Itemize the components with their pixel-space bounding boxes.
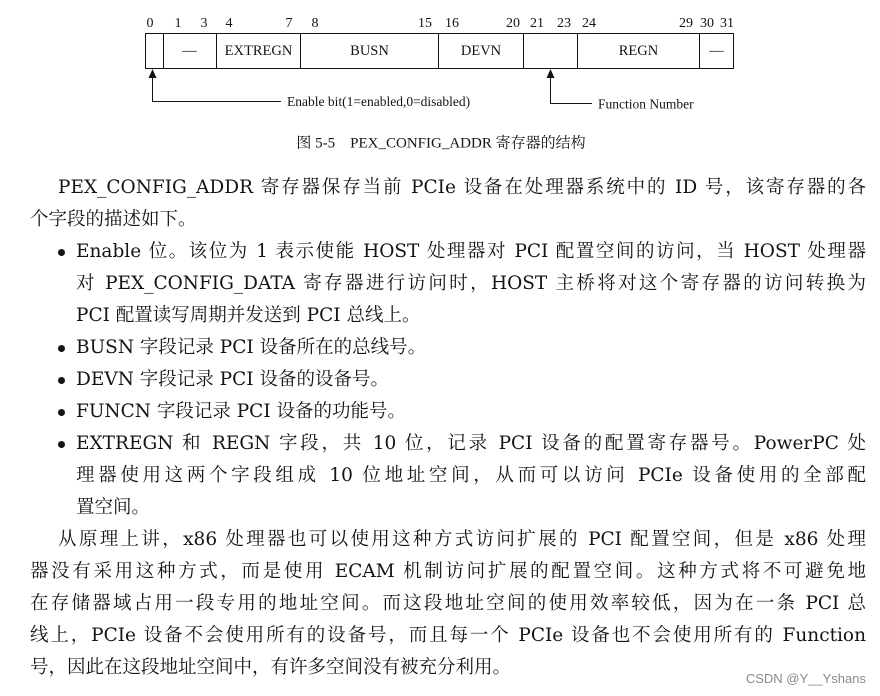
function-arrow-head-icon	[547, 69, 555, 78]
bullet-line: DEVN 字段记录 PCI 设备的设备号。	[76, 369, 389, 390]
enable-note: Enable bit(1=enabled,0=disabled)	[287, 94, 471, 109]
bit-number-3: 3	[200, 16, 208, 31]
function-callout-line	[551, 76, 593, 104]
bullet-line: 置空间。	[76, 497, 151, 518]
watermark: CSDN @Y__Yshans	[745, 671, 866, 686]
closing-line: 号，因此在这段地址空间中，有许多空间没有被充分利用。	[30, 657, 512, 678]
bullet-line: 对 PEX_CONFIG_DATA 寄存器进行访问时，HOST 主桥将对这个寄存器的访问转换为	[76, 273, 866, 294]
bit-number-31: 31	[720, 16, 734, 31]
field-label-regn: REGN	[618, 43, 659, 59]
bullet-dot-icon	[58, 409, 65, 416]
bullet-item-busn	[30, 332, 866, 364]
field-label-reserved-high: —	[709, 43, 724, 59]
bit-number-29: 29	[679, 16, 693, 31]
field-label-devn: DEVN	[460, 43, 502, 59]
bullet-line: 理器使用这两个字段组成 10 位地址空间，从而可以访问 PCIe 设备使用的全部配	[76, 465, 866, 486]
bullet-item-extregn-regn	[30, 428, 866, 460]
bit-number-30: 30	[700, 16, 714, 31]
field-label-reserved-low: —	[182, 43, 197, 59]
intro-line: 个字段的描述如下。	[30, 209, 197, 230]
closing-line: 器没有采用这种方式，而是使用 ECAM 机制访问扩展的配置空间。这种方式将不可避免地	[30, 561, 866, 582]
bit-number-21: 21	[530, 16, 544, 31]
bit-number-0: 0	[146, 16, 154, 31]
bullet-dot-icon	[58, 441, 65, 448]
bullet-line: FUNCN 字段记录 PCI 设备的功能号。	[76, 401, 407, 422]
bit-number-16: 16	[445, 16, 459, 31]
bit-number-24: 24	[582, 16, 596, 31]
body-text	[30, 172, 866, 684]
bullet-dot-icon	[58, 345, 65, 352]
field-label-extregn: EXTREGN	[224, 43, 293, 59]
figure-caption: 图 5-5 PEX_CONFIG_ADDR 寄存器的结构	[296, 135, 586, 152]
function-note: Function Number	[598, 96, 694, 112]
intro-line: PEX_CONFIG_ADDR 寄存器保存当前 PCIe 设备在处理器系统中的 ID 号，该寄存器的各	[58, 177, 866, 198]
closing-line: 从原理上讲，x86 处理器也可以使用这种方式访问扩展的 PCI 配置空间，但是 x86 处理	[58, 529, 866, 550]
field-enable-cell	[146, 34, 164, 69]
bullet-line: Enable 位。该位为 1 表示使能 HOST 处理器对 PCI 配置空间的访问，当 HOST 处理器	[76, 241, 866, 262]
bit-number-1: 1	[174, 16, 182, 31]
bit-number-7: 7	[285, 16, 293, 31]
enable-callout-line	[153, 76, 282, 102]
bit-number-4: 4	[225, 16, 233, 31]
bullet-dot-icon	[58, 249, 65, 256]
function-callout	[547, 69, 695, 112]
field-label-busn: BUSN	[350, 43, 389, 59]
bit-number-15: 15	[418, 16, 432, 31]
bullet-item-enable	[30, 236, 866, 268]
bullet-line: PCI 配置读写周期并发送到 PCI 总线上。	[76, 305, 421, 326]
bit-number-20: 20	[506, 16, 520, 31]
bullet-line: EXTREGN 和 REGN 字段，共 10 位，记录 PCI 设备的配置寄存器号。PowerPC 处	[76, 433, 866, 454]
register-diagram	[0, 0, 880, 160]
bullet-item-funcn	[30, 396, 866, 428]
closing-line: 线上，PCIe 设备不会使用所有的设备号，而且每一个 PCIe 设备也不会使用所有的 Function	[30, 625, 866, 646]
closing-line: 在存储器域占用一段专用的地址空间。而这段地址空间的使用效率较低，因为在一条 PCI 总	[30, 593, 866, 614]
bullet-item-devn	[30, 364, 866, 396]
bit-numbers	[147, 16, 735, 31]
field-funcn-cell	[524, 34, 578, 69]
bullet-dot-icon	[58, 377, 65, 384]
bit-number-8: 8	[311, 16, 319, 31]
bullet-line: BUSN 字段记录 PCI 设备所在的总线号。	[76, 337, 427, 358]
bit-number-23: 23	[557, 16, 571, 31]
enable-arrow-head-icon	[149, 69, 157, 78]
enable-callout	[149, 69, 471, 109]
